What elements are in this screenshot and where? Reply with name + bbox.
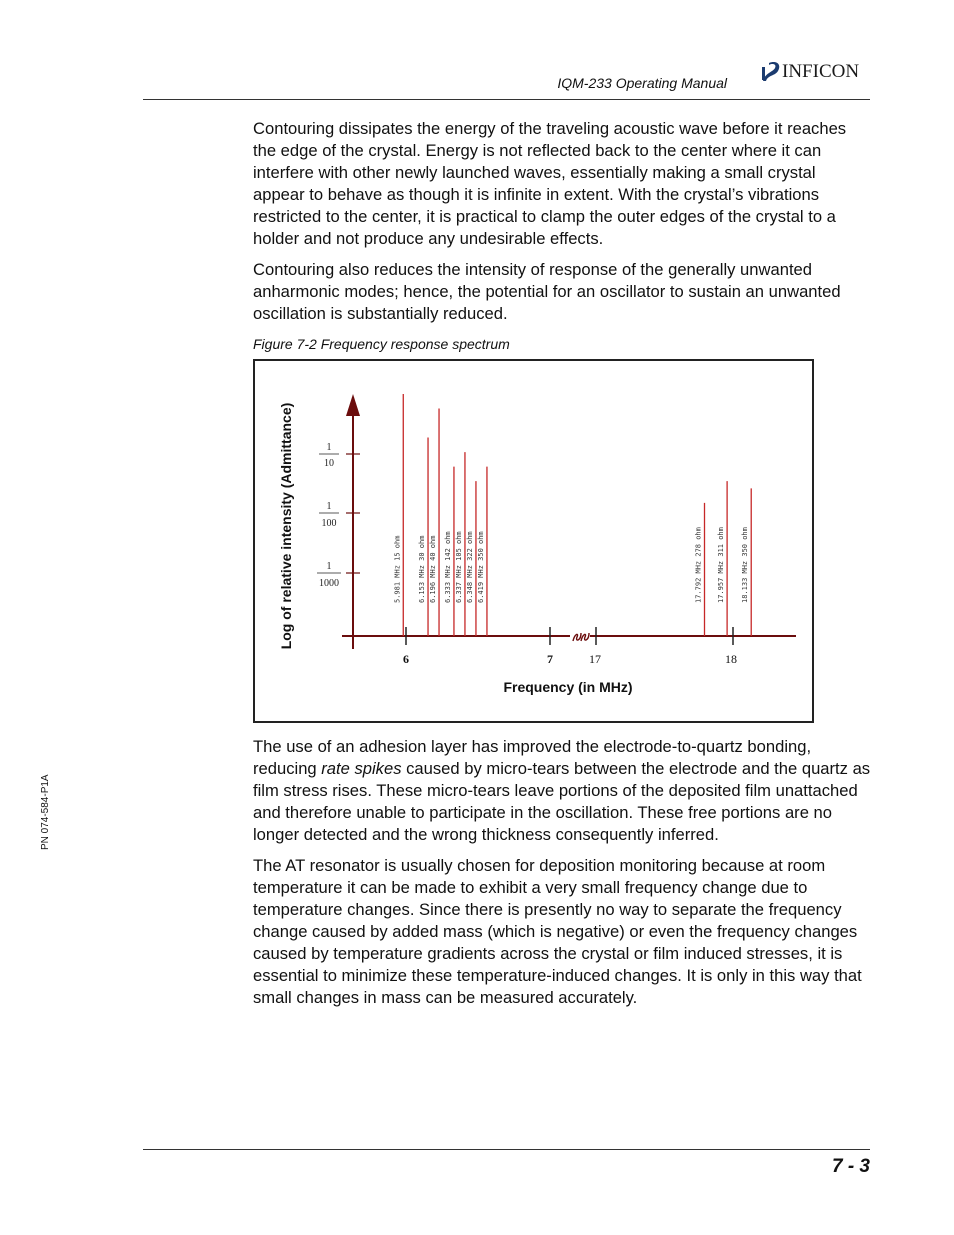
header-rule: [143, 99, 870, 100]
paragraph-contouring-energy: Contouring dissipates the energy of the traveling acoustic wave before it reaches the edge of the crystal. Energy is not reflected back to the center where it can interfere with other newly launched waves, essentially making a small crystal appear to behave as though it is infinite in extent. With the crystal’s vibrations restricted to the center, it is practical to clamp the outer edges of the crystal to a holder and not produce any undesirable effects.: [253, 119, 847, 248]
paragraph-adhesion-text-1: The use of an adhesion layer has improved the electrode-to-quartz bonding, reducing: [253, 737, 812, 778]
y-tick-numerator: 1: [326, 442, 332, 453]
inficon-logo: [760, 59, 875, 85]
inficon-logo-icon: [760, 59, 782, 85]
y-tick-numerator: 1: [326, 501, 332, 512]
peak-label-3: 6.333 MHz 142 ohm: [443, 531, 452, 603]
peak-label-0: 5.981 MHz 15 ohm: [393, 535, 402, 603]
peak-label-9: 18.133 MHz 350 ohm: [741, 527, 750, 603]
brand-name: INFICON: [782, 61, 860, 82]
peaks-layer: [393, 394, 751, 636]
peak-label-2: 6.196 MHz 40 ohm: [429, 535, 438, 603]
rate-spikes-term: rate spikes: [321, 759, 402, 778]
paragraph-adhesion-text-2: caused by micro-tears between the electrode and the quartz as film stress rises. These micro-tears leave portions of the deposited film unattached and therefore unable to participate in the oscillation. These free portions are no longer detected and the wrong thickness consequently inferred.: [253, 759, 871, 844]
peak-label-8: 17.957 MHz 311 ohm: [717, 527, 726, 603]
paragraph-contouring-anharmonic: Contouring also reduces the intensity of response of the generally unwanted anharmonic modes; hence, the potential for an oscillator to sustain an unwanted oscillation is substantially reduced.: [253, 260, 841, 323]
y-tick-denominator: 100: [321, 518, 337, 529]
figure-caption: Figure 7-2 Frequency response spectrum: [253, 336, 510, 352]
y-tick-denominator: 10: [324, 458, 334, 469]
manual-title: IQM-233 Operating Manual: [557, 75, 727, 91]
y-tick-denominator: 1000: [319, 578, 339, 589]
y-axis-title: Log of relative intensity (Admittance): [278, 402, 294, 650]
x-tick-label-18: 18: [725, 652, 737, 666]
peak-label-1: 6.153 MHz 30 ohm: [418, 535, 427, 603]
frequency-spectrum-figure: [253, 359, 814, 723]
peak-label-6: 6.419 MHz 350 ohm: [476, 531, 485, 603]
paragraph-at-resonator: The AT resonator is usually chosen for deposition monitoring because at room temperature it can be made to exhibit a very small frequency change due to temperature changes. Since there is presently no way to separate the frequency change caused by added mass (which is negative) or even the frequency changes caused by temperature gradients across the crystal or film induced stresses, it is essential to minimize these temperature-induced changes. It is only in this way that small changes in mass can be measured accurately.: [253, 856, 862, 1007]
page-number: 7 - 3: [831, 1156, 870, 1177]
peak-label-7: 17.792 MHz 278 ohm: [694, 527, 703, 603]
footer-rule: [143, 1149, 870, 1150]
y-tick-numerator: 1: [326, 561, 332, 572]
x-tick-label-17: 17: [589, 652, 601, 666]
x-tick-label-7: 7: [547, 652, 553, 666]
part-number: PN 074-584-P1A: [40, 774, 51, 850]
x-tick-label-6: 6: [403, 652, 409, 666]
peak-label-5: 6.348 MHz 322 ohm: [465, 531, 474, 603]
peak-label-4: 6.337 MHz 105 ohm: [454, 531, 463, 603]
frequency-spectrum-chart: [255, 361, 816, 725]
x-axis-title: Frequency (in MHz): [503, 679, 633, 695]
y-axis-arrow: [346, 394, 360, 416]
paragraph-adhesion-layer: [253, 736, 871, 846]
